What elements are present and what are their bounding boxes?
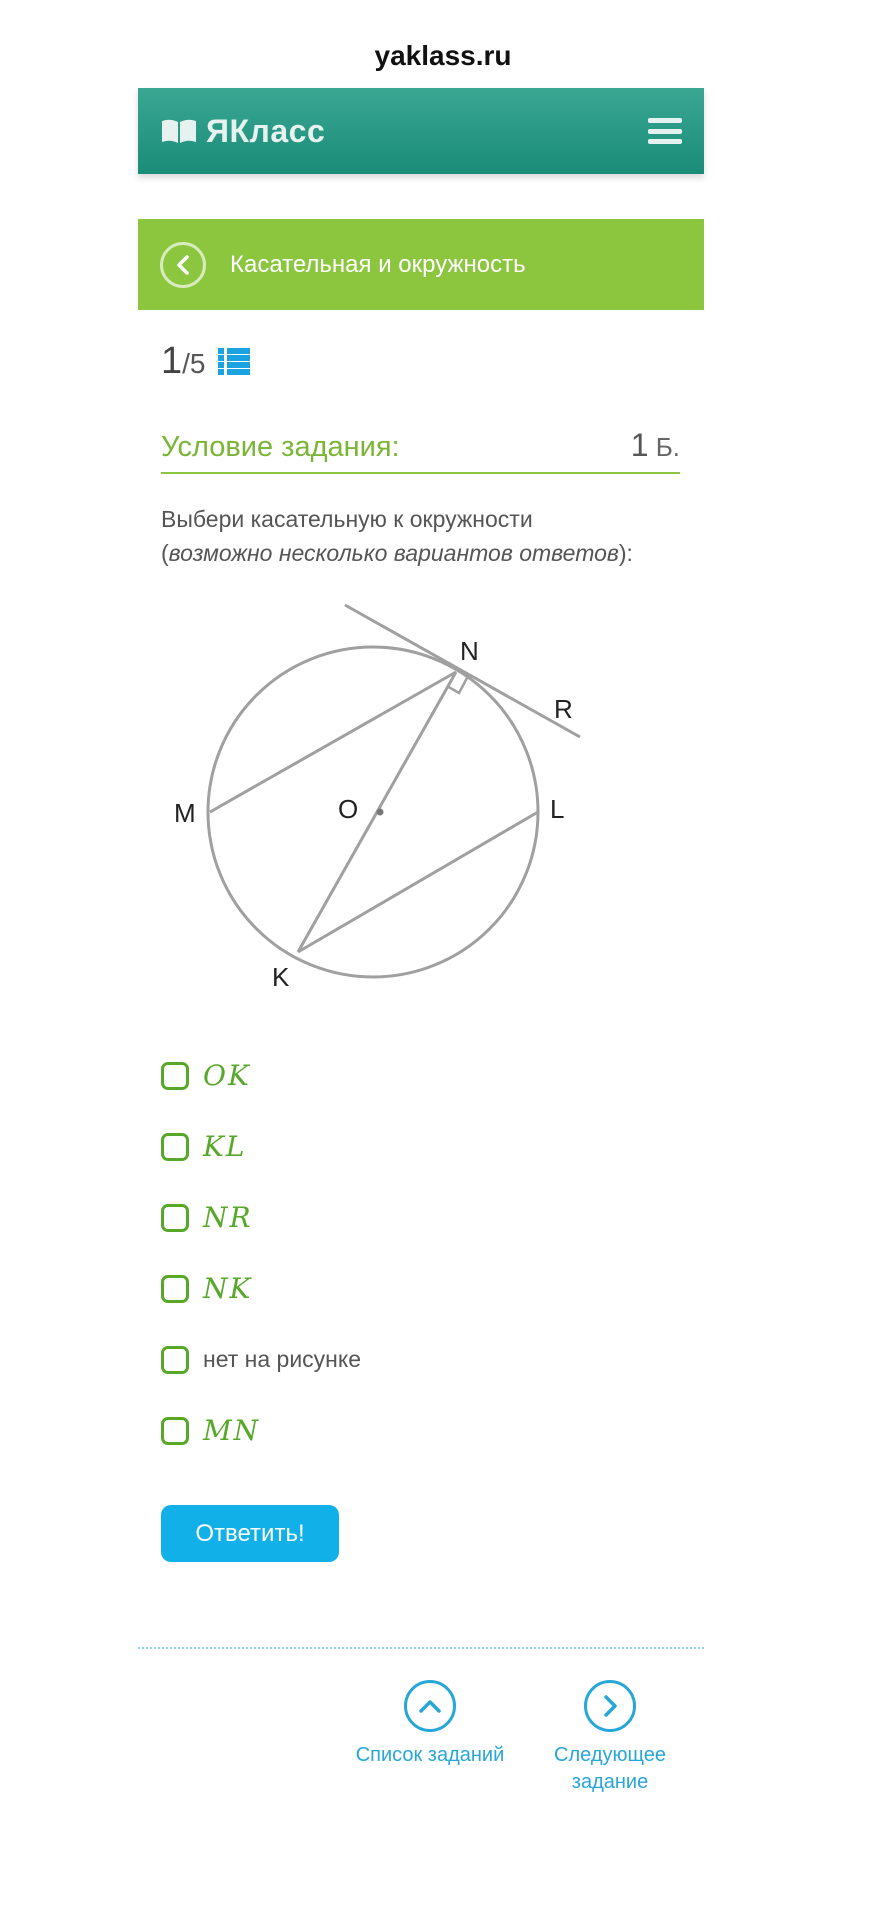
option-label: KL [203, 1130, 247, 1163]
label-n: N [460, 636, 479, 666]
question-note-italic: возможно несколько вариантов ответов [168, 540, 619, 566]
option-nk[interactable] [161, 1253, 361, 1324]
chevron-up-icon [404, 1680, 456, 1732]
site-url: yaklass.ru [374, 40, 512, 71]
circle [208, 647, 538, 977]
chord-mn [210, 672, 456, 812]
option-label: нет на рисунке [203, 1346, 361, 1372]
next-task-button[interactable] [545, 1680, 675, 1796]
geometry-figure [160, 600, 600, 1000]
option-nr[interactable] [161, 1182, 361, 1253]
chord-kl [298, 812, 538, 952]
book-icon [160, 118, 198, 144]
hamburger-menu-icon[interactable] [648, 118, 682, 144]
logo-text: ЯКласс [206, 112, 326, 149]
task-progress [161, 340, 250, 383]
label-m: M [174, 798, 196, 828]
option-label: MN [203, 1414, 261, 1447]
chevron-left-icon [173, 254, 193, 276]
checkbox[interactable] [161, 1346, 189, 1374]
logo[interactable] [160, 113, 325, 150]
answer-options [161, 1040, 361, 1466]
option-kl[interactable] [161, 1111, 361, 1182]
checkbox[interactable] [161, 1204, 189, 1232]
site-header [138, 88, 704, 174]
next-task-label-line1: Следующее [554, 1744, 666, 1766]
option-ok[interactable] [161, 1040, 361, 1111]
option-label: OK [203, 1059, 251, 1092]
option-mn[interactable] [161, 1395, 361, 1466]
points-value: 1 [630, 427, 649, 463]
option-none[interactable] [161, 1324, 361, 1395]
condition-header [161, 426, 680, 474]
checkbox[interactable] [161, 1275, 189, 1303]
divider [138, 1647, 704, 1649]
checkbox[interactable] [161, 1133, 189, 1161]
label-r: R [554, 694, 573, 724]
question-text [161, 502, 721, 570]
question-main: Выбери касательную к окружности [161, 506, 533, 532]
topic-bar [138, 219, 704, 310]
next-task-label-line2: задание [571, 1771, 649, 1793]
chevron-right-icon [584, 1680, 636, 1732]
label-o: O [338, 794, 359, 824]
option-label: NR [203, 1201, 253, 1234]
center-point [377, 809, 384, 816]
back-button[interactable] [160, 242, 206, 288]
points-unit: Б. [648, 432, 680, 462]
submit-answer-button[interactable]: Ответить! [161, 1505, 339, 1562]
question-note: (возможно несколько вариантов ответов): [161, 540, 633, 566]
progress-current: 1 [161, 340, 183, 382]
topic-title: Касательная и окружность [230, 250, 526, 278]
task-list-label: Список заданий [355, 1744, 505, 1766]
points-badge [631, 427, 680, 464]
tangent-line-nr [345, 605, 580, 737]
condition-title: Условие задания: [161, 431, 400, 463]
option-label: NK [203, 1272, 253, 1305]
label-l: L [550, 794, 565, 824]
label-k: K [272, 962, 290, 992]
progress-total: /5 [182, 348, 206, 379]
checkbox[interactable] [161, 1417, 189, 1445]
task-list-icon[interactable] [218, 348, 250, 376]
checkbox[interactable] [161, 1062, 189, 1090]
task-list-button[interactable] [345, 1680, 515, 1769]
